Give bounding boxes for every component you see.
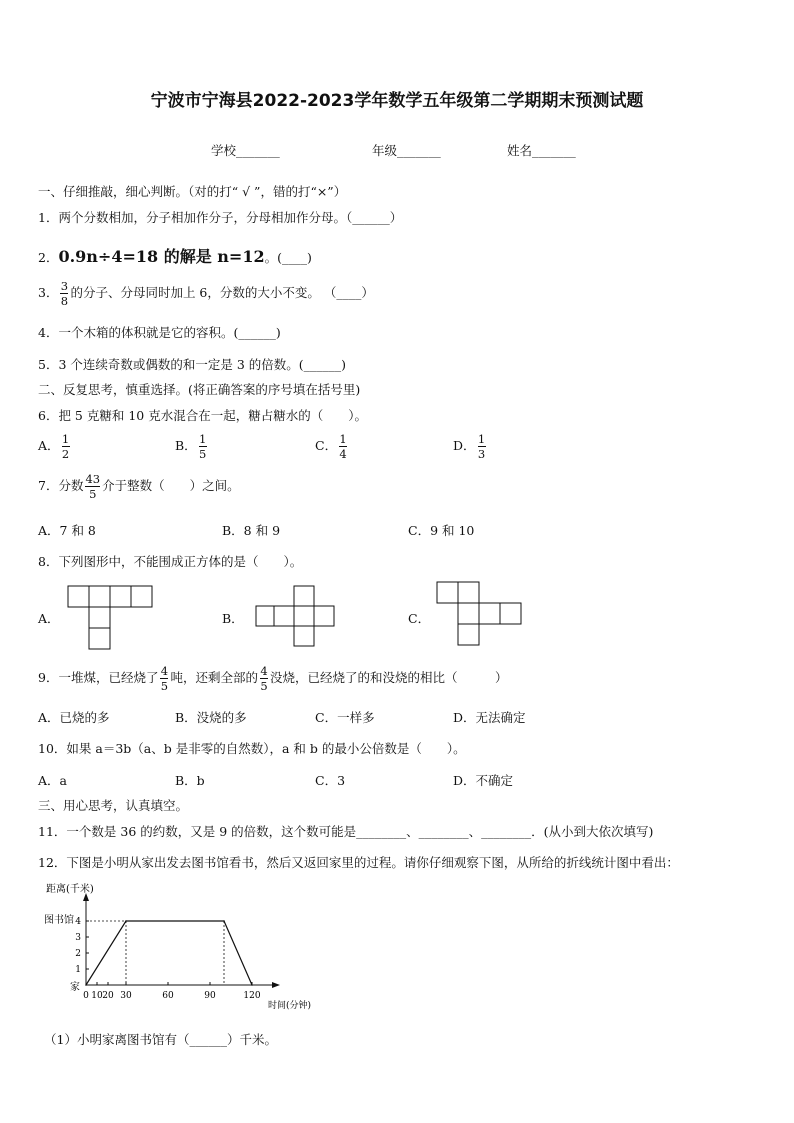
data-point (223, 920, 225, 922)
question-10: 10．如果 a＝3b（a、b 是非零的自然数），a 和 b 的最小公倍数是（ ）。 (38, 741, 466, 756)
q2-equation: 0.9n÷4=18 的解是 n=12 (58, 247, 265, 266)
q6-option-c: C． $\frac{1}{4}$ (315, 432, 347, 461)
q7-option-c: C．9 和 10 (408, 523, 475, 538)
distance-time-chart (40, 878, 330, 1013)
q6-option-d: D． $\frac{1}{3}$ (453, 432, 486, 461)
question-8: 8．下列图形中，不能围成正方体的是（ ）。 (38, 554, 303, 569)
x-tick-label: 10 (91, 991, 103, 1001)
data-point (251, 984, 253, 986)
chart-ticks (75, 917, 261, 1001)
page-title: 宁波市宁海县2022-2023学年数学五年级第二学期期末预测试题 (150, 91, 644, 111)
question-12: 12．下图是小明从家出发去图书馆看书，然后又返回家里的过程。请你仔细观察下图，从所给的折线统计图中看出： (38, 855, 679, 870)
question-11: 11．一个数是 36 的约数，又是 9 的倍数，这个数可能是________、________、________．(从小到大依次填写) (38, 824, 654, 839)
q7-option-b: B．8 和 9 (222, 523, 281, 538)
question-5: 5．3 个连续奇数或偶数的和一定是 3 的倍数。(______) (38, 357, 347, 372)
question-4: 4．一个木箱的体积就是它的容积。(______) (38, 325, 281, 340)
q6-option-b: B． $\frac{1}{5}$ (175, 432, 207, 461)
q10-option-d: D．不确定 (453, 773, 514, 788)
q3-fraction: $\frac{3}{8}$ (60, 279, 69, 308)
chart-home-label: 家 (70, 982, 80, 993)
distance-polyline (86, 921, 252, 985)
name-field: 姓名_______ (507, 143, 576, 158)
x-tick-label: 120 (243, 991, 261, 1001)
net-figure-a (66, 584, 156, 650)
q3-text: 的分子、分母同时加上 6，分数的大小不变。 （____） (70, 285, 374, 300)
chart-series-line (85, 920, 253, 986)
question-1: 1．两个分数相加，分子相加作分子，分母相加作分母。（______） (38, 210, 403, 225)
question-3 (38, 279, 374, 308)
grade-field: 年级_______ (372, 143, 441, 158)
y-tick-label: 4 (75, 917, 81, 927)
section1-heading: 一、仔细推敲，细心判断。（对的打“ √ ”，错的打“×”） (38, 184, 347, 199)
q2-tail: 。(____) (264, 250, 312, 265)
data-point (125, 920, 127, 922)
section2-heading: 二、反复思考，慎重选择。(将正确答案的序号填在括号里) (38, 382, 361, 397)
question-12-part-1: （1）小明家离图书馆有（______）千米。 (44, 1032, 277, 1047)
x-tick-label: 90 (204, 991, 216, 1001)
q7-option-a: A．7 和 8 (38, 523, 96, 538)
y-tick-label: 3 (75, 933, 81, 943)
q9-option-c: C．一样多 (315, 710, 375, 725)
q8-label-a: A． (38, 611, 60, 626)
q10-option-b: B．b (175, 773, 205, 788)
x-tick-label: 30 (120, 991, 132, 1001)
q9-option-d: D．无法确定 (453, 710, 526, 725)
chart-y-axis-label: 距离(千米) (46, 884, 94, 895)
question-9: 9．一堆煤，已经烧了 $\frac{4}{5}$ 吨，还剩全部的 $\frac{4}{5}$ 没烧，已经烧了的和没烧的相比（ ） (38, 664, 508, 693)
section3-heading: 三、用心思考，认真填空。 (38, 798, 189, 813)
chart-library-label: 图书馆 (44, 915, 74, 926)
school-field: 学校_______ (211, 143, 280, 158)
q9-option-b: B．没烧的多 (175, 710, 247, 725)
q3-number: 3． (38, 285, 59, 300)
q10-option-a: A．a (38, 773, 67, 788)
q2-number: 2． (38, 250, 59, 265)
q9-option-a: A．已烧的多 (38, 710, 110, 725)
chart-x-axis-label: 时间(分钟) (268, 1001, 312, 1011)
q10-option-c: C．3 (315, 773, 346, 788)
x-tick-label: 20 (102, 991, 114, 1001)
y-tick-label: 1 (75, 965, 81, 975)
y-tick-label: 2 (75, 949, 81, 959)
x-axis-arrow (272, 982, 280, 988)
q8-label-c: C． (408, 611, 431, 626)
net-figure-c (435, 580, 523, 652)
x-tick-label: 0 (83, 991, 89, 1001)
question-6: 6．把 5 克糖和 10 克水混合在一起，糖占糖水的（ ）。 (38, 408, 367, 423)
q8-label-b: B． (222, 611, 244, 626)
chart-axes (83, 893, 280, 988)
q6-option-a: A． $\frac{1}{2}$ (38, 432, 70, 461)
q7-fraction: $\frac{43}{5}$ (85, 472, 101, 501)
net-figure-b (254, 584, 338, 650)
x-tick-label: 60 (162, 991, 174, 1001)
question-7: 7．分数 $\frac{43}{5}$ 介于整数（ ）之间。 (38, 472, 240, 501)
question-2 (38, 244, 312, 267)
data-point (85, 984, 87, 986)
